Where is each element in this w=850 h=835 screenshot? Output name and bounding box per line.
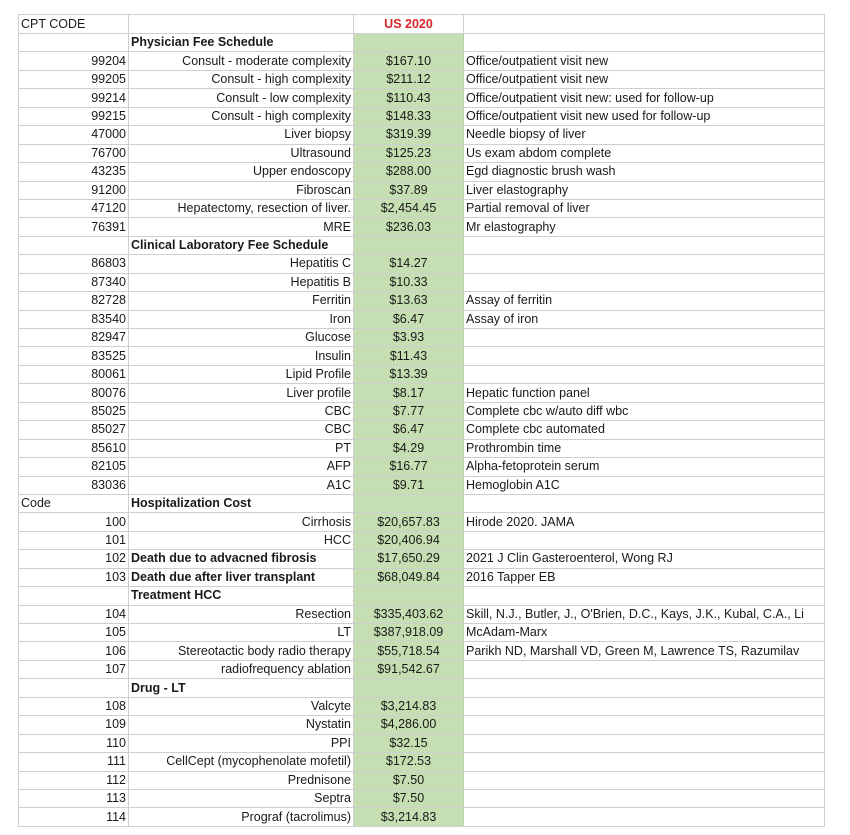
code-cell[interactable]: 85027: [19, 421, 129, 439]
note-cell[interactable]: [464, 771, 825, 789]
description-cell[interactable]: CellCept (mycophenolate mofetil): [129, 753, 354, 771]
code-cell[interactable]: 76700: [19, 144, 129, 162]
note-cell[interactable]: Office/outpatient visit new: used for follow-up: [464, 89, 825, 107]
code-cell[interactable]: 83540: [19, 310, 129, 328]
note-cell[interactable]: Hepatic function panel: [464, 384, 825, 402]
description-cell[interactable]: HCC: [129, 531, 354, 549]
note-cell[interactable]: [464, 789, 825, 807]
price-cell[interactable]: $17,650.29: [354, 550, 464, 568]
price-cell[interactable]: $13.39: [354, 365, 464, 383]
header-label-cell[interactable]: [129, 15, 354, 34]
code-cell[interactable]: 76391: [19, 218, 129, 236]
price-cell[interactable]: $211.12: [354, 70, 464, 88]
description-cell[interactable]: Liver profile: [129, 384, 354, 402]
note-cell[interactable]: [464, 587, 825, 605]
code-cell[interactable]: Code: [19, 494, 129, 512]
code-cell[interactable]: 80076: [19, 384, 129, 402]
table-row: [19, 329, 825, 347]
section-title-cell[interactable]: Treatment HCC: [129, 587, 354, 605]
table-row: [19, 531, 825, 549]
table-row: [19, 753, 825, 771]
table-row: [19, 734, 825, 752]
table-row: [19, 697, 825, 715]
code-cell[interactable]: 99215: [19, 107, 129, 125]
note-cell[interactable]: 2016 Tapper EB: [464, 568, 825, 586]
price-cell[interactable]: $4,286.00: [354, 716, 464, 734]
table-row: [19, 52, 825, 70]
price-cell[interactable]: $14.27: [354, 255, 464, 273]
code-cell[interactable]: 100: [19, 513, 129, 531]
description-cell[interactable]: Fibroscan: [129, 181, 354, 199]
table-row: [19, 789, 825, 807]
price-cell[interactable]: $9.71: [354, 476, 464, 494]
section-row: [19, 587, 825, 605]
table-row: [19, 199, 825, 217]
note-cell[interactable]: [464, 697, 825, 715]
price-cell[interactable]: [354, 34, 464, 52]
code-cell[interactable]: 104: [19, 605, 129, 623]
note-cell[interactable]: [464, 660, 825, 678]
fee-table: [18, 14, 825, 827]
price-cell[interactable]: $3,214.83: [354, 697, 464, 715]
code-cell[interactable]: 80061: [19, 365, 129, 383]
description-cell[interactable]: MRE: [129, 218, 354, 236]
description-cell[interactable]: Insulin: [129, 347, 354, 365]
description-cell[interactable]: Hepatectomy, resection of liver.: [129, 199, 354, 217]
table-row: [19, 384, 825, 402]
description-cell[interactable]: PT: [129, 439, 354, 457]
table-row: [19, 402, 825, 420]
note-cell[interactable]: Liver elastography: [464, 181, 825, 199]
code-cell[interactable]: 99204: [19, 52, 129, 70]
price-cell[interactable]: $4.29: [354, 439, 464, 457]
description-cell[interactable]: Resection: [129, 605, 354, 623]
price-cell[interactable]: $10.33: [354, 273, 464, 291]
table-row: [19, 605, 825, 623]
code-cell[interactable]: 85610: [19, 439, 129, 457]
table-row: [19, 255, 825, 273]
description-cell[interactable]: Ferritin: [129, 292, 354, 310]
header-row: [19, 15, 825, 34]
note-cell[interactable]: [464, 734, 825, 752]
description-cell[interactable]: LT: [129, 624, 354, 642]
code-cell[interactable]: 102: [19, 550, 129, 568]
header-code-cell[interactable]: CPT CODE: [19, 15, 129, 34]
price-cell[interactable]: $20,657.83: [354, 513, 464, 531]
note-cell[interactable]: Office/outpatient visit new: [464, 70, 825, 88]
table-row: [19, 126, 825, 144]
code-cell[interactable]: 83525: [19, 347, 129, 365]
description-cell[interactable]: Death due after liver transplant: [129, 568, 354, 586]
price-cell[interactable]: $148.33: [354, 107, 464, 125]
description-cell[interactable]: Death due to advacned fibrosis: [129, 550, 354, 568]
code-cell[interactable]: 99205: [19, 70, 129, 88]
table-row: [19, 163, 825, 181]
header-note-cell[interactable]: [464, 15, 825, 34]
code-cell[interactable]: 99214: [19, 89, 129, 107]
code-cell[interactable]: 86803: [19, 255, 129, 273]
price-cell[interactable]: $167.10: [354, 52, 464, 70]
description-cell[interactable]: Liver biopsy: [129, 126, 354, 144]
note-cell[interactable]: [464, 34, 825, 52]
description-cell[interactable]: Ultrasound: [129, 144, 354, 162]
note-cell[interactable]: [464, 716, 825, 734]
price-cell[interactable]: $20,406.94: [354, 531, 464, 549]
note-cell[interactable]: Assay of iron: [464, 310, 825, 328]
price-cell[interactable]: $91,542.67: [354, 660, 464, 678]
table-row: [19, 365, 825, 383]
table-row: [19, 550, 825, 568]
note-cell[interactable]: Us exam abdom complete: [464, 144, 825, 162]
table-row: [19, 273, 825, 291]
price-cell[interactable]: $125.23: [354, 144, 464, 162]
note-cell[interactable]: Mr elastography: [464, 218, 825, 236]
code-cell[interactable]: [19, 587, 129, 605]
note-cell[interactable]: Complete cbc w/auto diff wbc: [464, 402, 825, 420]
table-row: [19, 660, 825, 678]
note-cell[interactable]: Office/outpatient visit new: [464, 52, 825, 70]
price-cell[interactable]: $3,214.83: [354, 808, 464, 826]
code-cell[interactable]: 110: [19, 734, 129, 752]
description-cell[interactable]: Cirrhosis: [129, 513, 354, 531]
price-cell[interactable]: $236.03: [354, 218, 464, 236]
note-cell[interactable]: [464, 679, 825, 697]
table-row: [19, 347, 825, 365]
price-cell[interactable]: $55,718.54: [354, 642, 464, 660]
price-cell[interactable]: $7.50: [354, 789, 464, 807]
code-cell[interactable]: 83036: [19, 476, 129, 494]
code-cell[interactable]: 114: [19, 808, 129, 826]
price-cell[interactable]: $3.93: [354, 329, 464, 347]
section-title-cell[interactable]: Drug - LT: [129, 679, 354, 697]
note-cell[interactable]: [464, 329, 825, 347]
table-row: [19, 107, 825, 125]
description-cell[interactable]: Upper endoscopy: [129, 163, 354, 181]
note-cell[interactable]: [464, 365, 825, 383]
note-cell[interactable]: Egd diagnostic brush wash: [464, 163, 825, 181]
table-row: [19, 642, 825, 660]
note-cell[interactable]: Prothrombin time: [464, 439, 825, 457]
note-cell[interactable]: [464, 273, 825, 291]
code-cell[interactable]: [19, 236, 129, 254]
code-cell[interactable]: 109: [19, 716, 129, 734]
description-cell[interactable]: Prograf (tacrolimus): [129, 808, 354, 826]
code-cell[interactable]: 87340: [19, 273, 129, 291]
description-cell[interactable]: radiofrequency ablation: [129, 660, 354, 678]
section-row: [19, 236, 825, 254]
note-cell[interactable]: [464, 494, 825, 512]
description-cell[interactable]: CBC: [129, 402, 354, 420]
note-cell[interactable]: [464, 808, 825, 826]
note-cell[interactable]: Assay of ferritin: [464, 292, 825, 310]
price-cell[interactable]: $6.47: [354, 421, 464, 439]
description-cell[interactable]: Valcyte: [129, 697, 354, 715]
table-row: [19, 568, 825, 586]
section-title-cell[interactable]: Hospitalization Cost: [129, 494, 354, 512]
code-cell[interactable]: 111: [19, 753, 129, 771]
price-cell[interactable]: $16.77: [354, 458, 464, 476]
spreadsheet: [18, 14, 824, 827]
price-cell[interactable]: $6.47: [354, 310, 464, 328]
note-cell[interactable]: [464, 236, 825, 254]
table-row: [19, 181, 825, 199]
price-cell[interactable]: $11.43: [354, 347, 464, 365]
note-cell[interactable]: Parikh ND, Marshall VD, Green M, Lawrence TS, Razumilav: [464, 642, 825, 660]
note-cell[interactable]: Partial removal of liver: [464, 199, 825, 217]
code-cell[interactable]: 43235: [19, 163, 129, 181]
price-cell[interactable]: [354, 236, 464, 254]
code-cell[interactable]: 82728: [19, 292, 129, 310]
code-cell[interactable]: 113: [19, 789, 129, 807]
table-row: [19, 476, 825, 494]
description-cell[interactable]: CBC: [129, 421, 354, 439]
description-cell[interactable]: Consult - high complexity: [129, 107, 354, 125]
price-cell[interactable]: $37.89: [354, 181, 464, 199]
table-row: [19, 808, 825, 826]
table-row: [19, 439, 825, 457]
price-cell[interactable]: [354, 587, 464, 605]
code-cell[interactable]: 103: [19, 568, 129, 586]
description-cell[interactable]: A1C: [129, 476, 354, 494]
description-cell[interactable]: Hepatitis C: [129, 255, 354, 273]
description-cell[interactable]: Glucose: [129, 329, 354, 347]
table-row: [19, 144, 825, 162]
note-cell[interactable]: [464, 753, 825, 771]
table-row: [19, 513, 825, 531]
price-cell[interactable]: $68,049.84: [354, 568, 464, 586]
code-cell[interactable]: [19, 679, 129, 697]
section-row: [19, 679, 825, 697]
header-price-cell[interactable]: US 2020: [354, 15, 464, 34]
description-cell[interactable]: Hepatitis B: [129, 273, 354, 291]
price-cell[interactable]: $335,403.62: [354, 605, 464, 623]
table-row: [19, 458, 825, 476]
section-row: [19, 494, 825, 512]
code-cell[interactable]: 85025: [19, 402, 129, 420]
table-row: [19, 292, 825, 310]
note-cell[interactable]: 2021 J Clin Gasteroenterol, Wong RJ: [464, 550, 825, 568]
table-row: [19, 310, 825, 328]
price-cell[interactable]: $7.50: [354, 771, 464, 789]
table-row: [19, 70, 825, 88]
note-cell[interactable]: [464, 531, 825, 549]
description-cell[interactable]: AFP: [129, 458, 354, 476]
section-title-cell[interactable]: Physician Fee Schedule: [129, 34, 354, 52]
table-row: [19, 716, 825, 734]
price-cell[interactable]: $32.15: [354, 734, 464, 752]
note-cell[interactable]: Hirode 2020. JAMA: [464, 513, 825, 531]
code-cell[interactable]: 105: [19, 624, 129, 642]
note-cell[interactable]: Needle biopsy of liver: [464, 126, 825, 144]
price-cell[interactable]: $13.63: [354, 292, 464, 310]
price-cell[interactable]: $319.39: [354, 126, 464, 144]
note-cell[interactable]: Complete cbc automated: [464, 421, 825, 439]
code-cell[interactable]: 106: [19, 642, 129, 660]
code-cell[interactable]: 82105: [19, 458, 129, 476]
description-cell[interactable]: Nystatin: [129, 716, 354, 734]
note-cell[interactable]: Office/outpatient visit new used for follow-up: [464, 107, 825, 125]
description-cell[interactable]: Lipid Profile: [129, 365, 354, 383]
table-row: [19, 421, 825, 439]
table-row: [19, 89, 825, 107]
description-cell[interactable]: Consult - moderate complexity: [129, 52, 354, 70]
price-cell[interactable]: $172.53: [354, 753, 464, 771]
description-cell[interactable]: PPI: [129, 734, 354, 752]
table-row: [19, 218, 825, 236]
price-cell[interactable]: [354, 494, 464, 512]
note-cell[interactable]: McAdam-Marx: [464, 624, 825, 642]
note-cell[interactable]: [464, 255, 825, 273]
table-row: [19, 624, 825, 642]
description-cell[interactable]: Stereotactic body radio therapy: [129, 642, 354, 660]
section-row: [19, 34, 825, 52]
code-cell[interactable]: 47000: [19, 126, 129, 144]
price-cell[interactable]: $288.00: [354, 163, 464, 181]
price-cell[interactable]: $8.17: [354, 384, 464, 402]
code-cell[interactable]: 91200: [19, 181, 129, 199]
note-cell[interactable]: Skill, N.J., Butler, J., O'Brien, D.C., Kays, J.K., Kubal, C.A., Li: [464, 605, 825, 623]
code-cell[interactable]: 101: [19, 531, 129, 549]
description-cell[interactable]: Septra: [129, 789, 354, 807]
code-cell[interactable]: 47120: [19, 199, 129, 217]
table-row: [19, 771, 825, 789]
description-cell[interactable]: Prednisone: [129, 771, 354, 789]
section-title-cell[interactable]: Clinical Laboratory Fee Schedule: [129, 236, 354, 254]
price-cell[interactable]: $2,454.45: [354, 199, 464, 217]
description-cell[interactable]: Consult - high complexity: [129, 70, 354, 88]
code-cell[interactable]: 107: [19, 660, 129, 678]
code-cell[interactable]: [19, 34, 129, 52]
note-cell[interactable]: [464, 347, 825, 365]
price-cell[interactable]: $387,918.09: [354, 624, 464, 642]
code-cell[interactable]: 82947: [19, 329, 129, 347]
description-cell[interactable]: Consult - low complexity: [129, 89, 354, 107]
note-cell[interactable]: Hemoglobin A1C: [464, 476, 825, 494]
price-cell[interactable]: $110.43: [354, 89, 464, 107]
description-cell[interactable]: Iron: [129, 310, 354, 328]
code-cell[interactable]: 112: [19, 771, 129, 789]
code-cell[interactable]: 108: [19, 697, 129, 715]
price-cell[interactable]: [354, 679, 464, 697]
price-cell[interactable]: $7.77: [354, 402, 464, 420]
note-cell[interactable]: Alpha-fetoprotein serum: [464, 458, 825, 476]
